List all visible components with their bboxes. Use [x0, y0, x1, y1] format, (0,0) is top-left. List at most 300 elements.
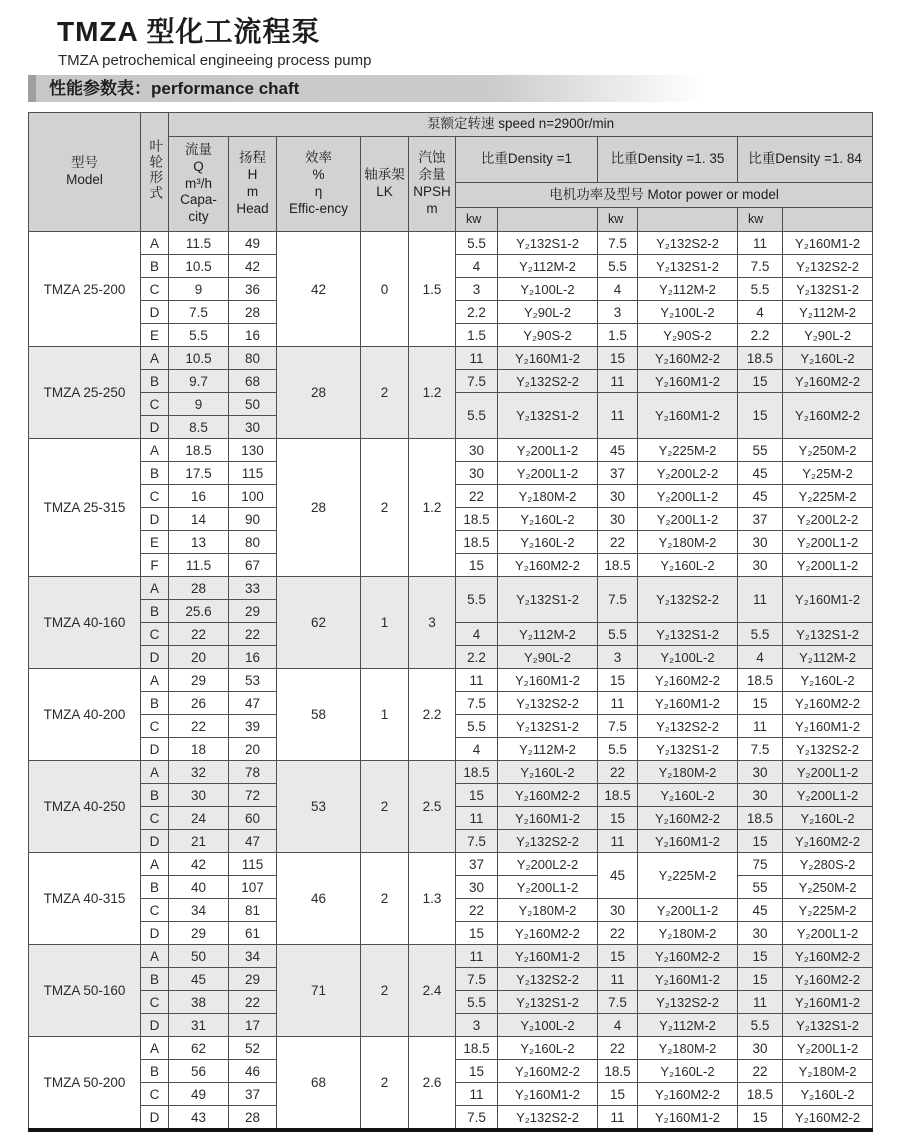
motor-kw-cell: 15 [456, 554, 498, 577]
motor-model-cell: Y₂160M2-2 [498, 1060, 598, 1083]
motor-model-cell: Y₂160M1-2 [498, 347, 598, 370]
motor-kw-cell: 22 [456, 485, 498, 508]
head-cell: 29 [229, 600, 277, 623]
motor-model-cell: Y₂132S1-2 [498, 393, 598, 439]
motor-model-cell: Y₂132S2-2 [498, 692, 598, 715]
motor-kw-cell: 11 [456, 669, 498, 692]
motor-model-cell: Y₂132S2-2 [783, 738, 873, 761]
motor-model-cell: Y₂250M-2 [783, 876, 873, 899]
impeller-cell: D [141, 922, 169, 945]
motor-kw-cell: 15 [598, 807, 638, 830]
motor-kw-cell: 15 [598, 347, 638, 370]
efficiency-cell: 28 [277, 439, 361, 577]
motor-kw-cell: 18.5 [456, 761, 498, 784]
npsh-cell: 1.3 [409, 853, 456, 945]
table-body [29, 232, 873, 1131]
head-cell: 80 [229, 531, 277, 554]
motor-kw-cell: 7.5 [456, 968, 498, 991]
motor-kw-cell: 5.5 [456, 577, 498, 623]
motor-kw-cell: 4 [456, 623, 498, 646]
impeller-cell: C [141, 807, 169, 830]
motor-model-cell: Y₂160M2-2 [498, 922, 598, 945]
motor-kw-cell: 11 [598, 1106, 638, 1131]
capacity-cell: 10.5 [169, 255, 229, 278]
capacity-cell: 24 [169, 807, 229, 830]
header-kw-1: kw [456, 208, 498, 232]
motor-model-cell: Y₂112M-2 [498, 255, 598, 278]
motor-model-cell: Y₂160M1-2 [638, 370, 738, 393]
motor-kw-cell: 5.5 [738, 623, 783, 646]
motor-kw-cell: 15 [738, 945, 783, 968]
impeller-cell: B [141, 600, 169, 623]
capacity-cell: 16 [169, 485, 229, 508]
section-header-bar [28, 75, 872, 102]
motor-kw-cell: 2.2 [456, 646, 498, 669]
head-cell: 36 [229, 278, 277, 301]
capacity-cell: 10.5 [169, 347, 229, 370]
motor-kw-cell: 2.2 [456, 301, 498, 324]
bearing-bracket-cell: 2 [361, 1037, 409, 1131]
capacity-cell: 38 [169, 991, 229, 1014]
header-capacity: 流量 Q m³/h Capa-city [169, 137, 229, 232]
motor-kw-cell: 15 [598, 1083, 638, 1106]
capacity-cell: 43 [169, 1106, 229, 1131]
capacity-cell: 11.5 [169, 554, 229, 577]
motor-kw-cell: 3 [456, 1014, 498, 1037]
motor-kw-cell: 4 [738, 301, 783, 324]
head-cell: 115 [229, 853, 277, 876]
motor-kw-cell: 7.5 [738, 255, 783, 278]
npsh-cell: 2.6 [409, 1037, 456, 1131]
motor-model-cell: Y₂160M1-2 [638, 393, 738, 439]
motor-model-cell: Y₂132S1-2 [783, 623, 873, 646]
motor-kw-cell: 15 [456, 922, 498, 945]
motor-model-cell: Y₂160M1-2 [498, 945, 598, 968]
head-cell: 34 [229, 945, 277, 968]
model-cell: TMZA 50-160 [29, 945, 141, 1037]
impeller-cell: C [141, 715, 169, 738]
motor-kw-cell: 30 [598, 899, 638, 922]
table-row [29, 1037, 873, 1060]
table-row [29, 669, 873, 692]
page-title: TMZA 型化工流程泵 [57, 16, 321, 47]
motor-kw-cell: 55 [738, 439, 783, 462]
table-row [29, 853, 873, 876]
motor-model-cell: Y₂132S2-2 [498, 968, 598, 991]
motor-model-cell: Y₂160L-2 [498, 1037, 598, 1060]
motor-kw-cell: 15 [738, 1106, 783, 1131]
motor-kw-cell: 15 [738, 968, 783, 991]
motor-model-cell: Y₂132S2-2 [498, 1106, 598, 1131]
capacity-cell: 7.5 [169, 301, 229, 324]
motor-kw-cell: 5.5 [456, 232, 498, 255]
motor-model-cell: Y₂112M-2 [498, 738, 598, 761]
model-cell: TMZA 25-200 [29, 232, 141, 347]
head-cell: 28 [229, 301, 277, 324]
motor-model-cell: Y₂250M-2 [783, 439, 873, 462]
motor-model-cell: Y₂132S1-2 [783, 278, 873, 301]
motor-model-cell: Y₂132S2-2 [638, 991, 738, 1014]
motor-model-cell: Y₂200L1-2 [783, 761, 873, 784]
head-cell: 49 [229, 232, 277, 255]
motor-model-cell: Y₂160L-2 [638, 554, 738, 577]
capacity-cell: 28 [169, 577, 229, 600]
motor-kw-cell: 30 [598, 485, 638, 508]
motor-model-cell: Y₂200L1-2 [498, 876, 598, 899]
impeller-cell: A [141, 853, 169, 876]
motor-model-cell: Y₂180M-2 [498, 485, 598, 508]
motor-kw-cell: 3 [456, 278, 498, 301]
motor-kw-cell: 18.5 [738, 669, 783, 692]
motor-kw-cell: 7.5 [738, 738, 783, 761]
motor-model-cell: Y₂132S1-2 [638, 255, 738, 278]
motor-kw-cell: 5.5 [738, 278, 783, 301]
bearing-bracket-cell: 1 [361, 577, 409, 669]
motor-kw-cell: 15 [598, 669, 638, 692]
motor-model-cell: Y₂200L1-2 [783, 531, 873, 554]
efficiency-cell: 62 [277, 577, 361, 669]
head-cell: 52 [229, 1037, 277, 1060]
npsh-cell: 3 [409, 577, 456, 669]
motor-kw-cell: 30 [738, 554, 783, 577]
head-cell: 78 [229, 761, 277, 784]
impeller-cell: B [141, 255, 169, 278]
motor-model-cell: Y₂160M1-2 [783, 991, 873, 1014]
model-cell: TMZA 25-250 [29, 347, 141, 439]
motor-kw-cell: 15 [598, 945, 638, 968]
motor-kw-cell: 3 [598, 646, 638, 669]
header-efficiency: 效率 % η Effic-ency [277, 137, 361, 232]
impeller-cell: B [141, 968, 169, 991]
motor-kw-cell: 11 [598, 370, 638, 393]
impeller-cell: E [141, 531, 169, 554]
motor-kw-cell: 5.5 [598, 623, 638, 646]
motor-model-cell: Y₂160M2-2 [638, 945, 738, 968]
motor-kw-cell: 45 [598, 439, 638, 462]
capacity-cell: 9 [169, 278, 229, 301]
motor-model-cell: Y₂160M2-2 [783, 830, 873, 853]
capacity-cell: 42 [169, 853, 229, 876]
motor-kw-cell: 30 [738, 1037, 783, 1060]
motor-model-cell: Y₂160M2-2 [498, 554, 598, 577]
motor-kw-cell: 18.5 [456, 508, 498, 531]
motor-kw-cell: 11 [456, 347, 498, 370]
table-header [29, 113, 873, 232]
motor-model-cell: Y₂200L1-2 [783, 922, 873, 945]
page-subtitle: TMZA petrochemical engineeing process pump [58, 52, 372, 69]
motor-kw-cell: 5.5 [456, 715, 498, 738]
capacity-cell: 29 [169, 922, 229, 945]
impeller-cell: C [141, 1083, 169, 1106]
header-motor-model-3 [783, 208, 873, 232]
motor-model-cell: Y₂160M1-2 [498, 669, 598, 692]
motor-kw-cell: 45 [598, 853, 638, 899]
motor-model-cell: Y₂225M-2 [783, 899, 873, 922]
header-density-1: 比重Density =1 [456, 137, 598, 183]
motor-model-cell: Y₂112M-2 [783, 646, 873, 669]
efficiency-cell: 46 [277, 853, 361, 945]
head-cell: 60 [229, 807, 277, 830]
motor-model-cell: Y₂160M1-2 [783, 577, 873, 623]
model-cell: TMZA 40-315 [29, 853, 141, 945]
bearing-bracket-cell: 1 [361, 669, 409, 761]
impeller-cell: C [141, 393, 169, 416]
motor-kw-cell: 4 [598, 1014, 638, 1037]
head-cell: 115 [229, 462, 277, 485]
impeller-cell: A [141, 669, 169, 692]
motor-model-cell: Y₂100L-2 [498, 278, 598, 301]
capacity-cell: 18.5 [169, 439, 229, 462]
motor-kw-cell: 30 [738, 784, 783, 807]
head-cell: 28 [229, 1106, 277, 1131]
impeller-cell: D [141, 738, 169, 761]
motor-model-cell: Y₂160M2-2 [783, 1106, 873, 1131]
head-cell: 16 [229, 646, 277, 669]
motor-kw-cell: 22 [738, 1060, 783, 1083]
impeller-cell: C [141, 278, 169, 301]
motor-model-cell: Y₂160M2-2 [638, 669, 738, 692]
head-cell: 80 [229, 347, 277, 370]
impeller-cell: A [141, 439, 169, 462]
efficiency-cell: 58 [277, 669, 361, 761]
impeller-cell: A [141, 232, 169, 255]
head-cell: 17 [229, 1014, 277, 1037]
head-cell: 107 [229, 876, 277, 899]
impeller-cell: B [141, 876, 169, 899]
head-cell: 30 [229, 416, 277, 439]
motor-model-cell: Y₂132S1-2 [498, 991, 598, 1014]
motor-model-cell: Y₂160M2-2 [498, 784, 598, 807]
npsh-cell: 1.2 [409, 347, 456, 439]
capacity-cell: 18 [169, 738, 229, 761]
motor-model-cell: Y₂160M1-2 [783, 232, 873, 255]
header-bearing-bracket: 轴承架 LK [361, 137, 409, 232]
motor-kw-cell: 18.5 [738, 1083, 783, 1106]
capacity-cell: 14 [169, 508, 229, 531]
motor-kw-cell: 7.5 [456, 830, 498, 853]
impeller-cell: D [141, 508, 169, 531]
head-cell: 37 [229, 1083, 277, 1106]
impeller-cell: A [141, 945, 169, 968]
impeller-cell: F [141, 554, 169, 577]
head-cell: 130 [229, 439, 277, 462]
efficiency-cell: 42 [277, 232, 361, 347]
motor-kw-cell: 22 [598, 1037, 638, 1060]
motor-model-cell: Y₂200L1-2 [498, 439, 598, 462]
motor-model-cell: Y₂112M-2 [638, 1014, 738, 1037]
motor-kw-cell: 11 [738, 991, 783, 1014]
motor-model-cell: Y₂90L-2 [783, 324, 873, 347]
motor-model-cell: Y₂160M1-2 [638, 968, 738, 991]
motor-model-cell: Y₂160M2-2 [783, 393, 873, 439]
motor-model-cell: Y₂225M-2 [783, 485, 873, 508]
motor-kw-cell: 22 [598, 922, 638, 945]
model-cell: TMZA 25-315 [29, 439, 141, 577]
motor-model-cell: Y₂90L-2 [498, 301, 598, 324]
motor-model-cell: Y₂180M-2 [638, 1037, 738, 1060]
motor-model-cell: Y₂160M2-2 [783, 370, 873, 393]
head-cell: 50 [229, 393, 277, 416]
motor-kw-cell: 18.5 [456, 531, 498, 554]
motor-kw-cell: 5.5 [456, 393, 498, 439]
motor-kw-cell: 11 [738, 232, 783, 255]
motor-model-cell: Y₂160L-2 [498, 531, 598, 554]
motor-model-cell: Y₂160M1-2 [498, 1083, 598, 1106]
capacity-cell: 50 [169, 945, 229, 968]
head-cell: 67 [229, 554, 277, 577]
head-cell: 53 [229, 669, 277, 692]
motor-kw-cell: 15 [456, 1060, 498, 1083]
motor-kw-cell: 7.5 [456, 692, 498, 715]
motor-kw-cell: 4 [738, 646, 783, 669]
head-cell: 68 [229, 370, 277, 393]
impeller-cell: D [141, 1014, 169, 1037]
motor-kw-cell: 37 [738, 508, 783, 531]
header-impeller-type: 叶轮形式 [141, 113, 169, 232]
capacity-cell: 17.5 [169, 462, 229, 485]
npsh-cell: 2.5 [409, 761, 456, 853]
motor-model-cell: Y₂180M-2 [783, 1060, 873, 1083]
header-density-1-84: 比重Density =1. 84 [738, 137, 873, 183]
motor-kw-cell: 5.5 [456, 991, 498, 1014]
model-cell: TMZA 40-160 [29, 577, 141, 669]
motor-model-cell: Y₂180M-2 [498, 899, 598, 922]
motor-kw-cell: 7.5 [598, 577, 638, 623]
capacity-cell: 11.5 [169, 232, 229, 255]
impeller-cell: E [141, 324, 169, 347]
impeller-cell: A [141, 1037, 169, 1060]
motor-model-cell: Y₂160L-2 [783, 1083, 873, 1106]
impeller-cell: D [141, 1106, 169, 1131]
model-cell: TMZA 50-200 [29, 1037, 141, 1131]
table-row [29, 347, 873, 370]
impeller-cell: D [141, 416, 169, 439]
motor-model-cell: Y₂160L-2 [783, 807, 873, 830]
performance-table [28, 112, 873, 1132]
header-head: 扬程 H m Head [229, 137, 277, 232]
capacity-cell: 29 [169, 669, 229, 692]
motor-model-cell: Y₂90S-2 [638, 324, 738, 347]
motor-kw-cell: 2.2 [738, 324, 783, 347]
motor-kw-cell: 37 [598, 462, 638, 485]
motor-kw-cell: 4 [456, 738, 498, 761]
impeller-cell: C [141, 991, 169, 1014]
head-cell: 33 [229, 577, 277, 600]
motor-model-cell: Y₂112M-2 [498, 623, 598, 646]
head-cell: 29 [229, 968, 277, 991]
motor-model-cell: Y₂160L-2 [638, 1060, 738, 1083]
motor-kw-cell: 30 [456, 439, 498, 462]
head-cell: 42 [229, 255, 277, 278]
motor-model-cell: Y₂100L-2 [638, 646, 738, 669]
capacity-cell: 25.6 [169, 600, 229, 623]
header-density-1-35: 比重Density =1. 35 [598, 137, 738, 183]
table-row [29, 761, 873, 784]
motor-model-cell: Y₂132S2-2 [638, 715, 738, 738]
npsh-cell: 1.5 [409, 232, 456, 347]
npsh-cell: 1.2 [409, 439, 456, 577]
header-motor-model-1 [498, 208, 598, 232]
motor-model-cell: Y₂100L-2 [638, 301, 738, 324]
motor-model-cell: Y₂132S2-2 [783, 255, 873, 278]
motor-kw-cell: 15 [738, 830, 783, 853]
table-row [29, 577, 873, 600]
efficiency-cell: 68 [277, 1037, 361, 1131]
efficiency-cell: 28 [277, 347, 361, 439]
motor-model-cell: Y₂200L2-2 [498, 853, 598, 876]
capacity-cell: 26 [169, 692, 229, 715]
impeller-cell: B [141, 1060, 169, 1083]
motor-model-cell: Y₂100L-2 [498, 1014, 598, 1037]
header-kw-2: kw [598, 208, 638, 232]
section-label: 性能参数表：performance chaft [49, 79, 300, 98]
bearing-bracket-cell: 2 [361, 853, 409, 945]
bearing-bracket-cell: 2 [361, 439, 409, 577]
impeller-cell: D [141, 646, 169, 669]
capacity-cell: 20 [169, 646, 229, 669]
head-cell: 22 [229, 623, 277, 646]
title-block [28, 10, 872, 69]
header-kw-3: kw [738, 208, 783, 232]
capacity-cell: 31 [169, 1014, 229, 1037]
impeller-cell: B [141, 692, 169, 715]
head-cell: 100 [229, 485, 277, 508]
motor-kw-cell: 55 [738, 876, 783, 899]
capacity-cell: 13 [169, 531, 229, 554]
motor-kw-cell: 1.5 [598, 324, 638, 347]
motor-kw-cell: 18.5 [598, 784, 638, 807]
motor-kw-cell: 22 [598, 531, 638, 554]
npsh-cell: 2.4 [409, 945, 456, 1037]
motor-model-cell: Y₂90L-2 [498, 646, 598, 669]
capacity-cell: 22 [169, 623, 229, 646]
motor-kw-cell: 30 [738, 922, 783, 945]
capacity-cell: 40 [169, 876, 229, 899]
motor-model-cell: Y₂160L-2 [783, 669, 873, 692]
head-cell: 61 [229, 922, 277, 945]
capacity-cell: 56 [169, 1060, 229, 1083]
motor-model-cell: Y₂200L1-2 [498, 462, 598, 485]
capacity-cell: 34 [169, 899, 229, 922]
motor-kw-cell: 11 [598, 830, 638, 853]
motor-kw-cell: 18.5 [598, 1060, 638, 1083]
motor-kw-cell: 30 [738, 761, 783, 784]
impeller-cell: B [141, 462, 169, 485]
motor-kw-cell: 5.5 [598, 255, 638, 278]
motor-model-cell: Y₂160L-2 [783, 347, 873, 370]
head-cell: 72 [229, 784, 277, 807]
motor-kw-cell: 18.5 [456, 1037, 498, 1060]
motor-model-cell: Y₂160M2-2 [783, 968, 873, 991]
motor-model-cell: Y₂160M1-2 [498, 807, 598, 830]
motor-kw-cell: 30 [456, 462, 498, 485]
motor-kw-cell: 30 [738, 531, 783, 554]
model-cell: TMZA 40-250 [29, 761, 141, 853]
motor-model-cell: Y₂225M-2 [638, 853, 738, 899]
motor-kw-cell: 45 [738, 899, 783, 922]
model-cell: TMZA 40-200 [29, 669, 141, 761]
motor-model-cell: Y₂160M1-2 [638, 830, 738, 853]
motor-kw-cell: 7.5 [598, 715, 638, 738]
motor-model-cell: Y₂160M2-2 [783, 692, 873, 715]
impeller-cell: D [141, 830, 169, 853]
motor-kw-cell: 45 [738, 485, 783, 508]
impeller-cell: C [141, 899, 169, 922]
motor-model-cell: Y₂200L1-2 [783, 1037, 873, 1060]
head-cell: 22 [229, 991, 277, 1014]
motor-model-cell: Y₂90S-2 [498, 324, 598, 347]
head-cell: 47 [229, 830, 277, 853]
